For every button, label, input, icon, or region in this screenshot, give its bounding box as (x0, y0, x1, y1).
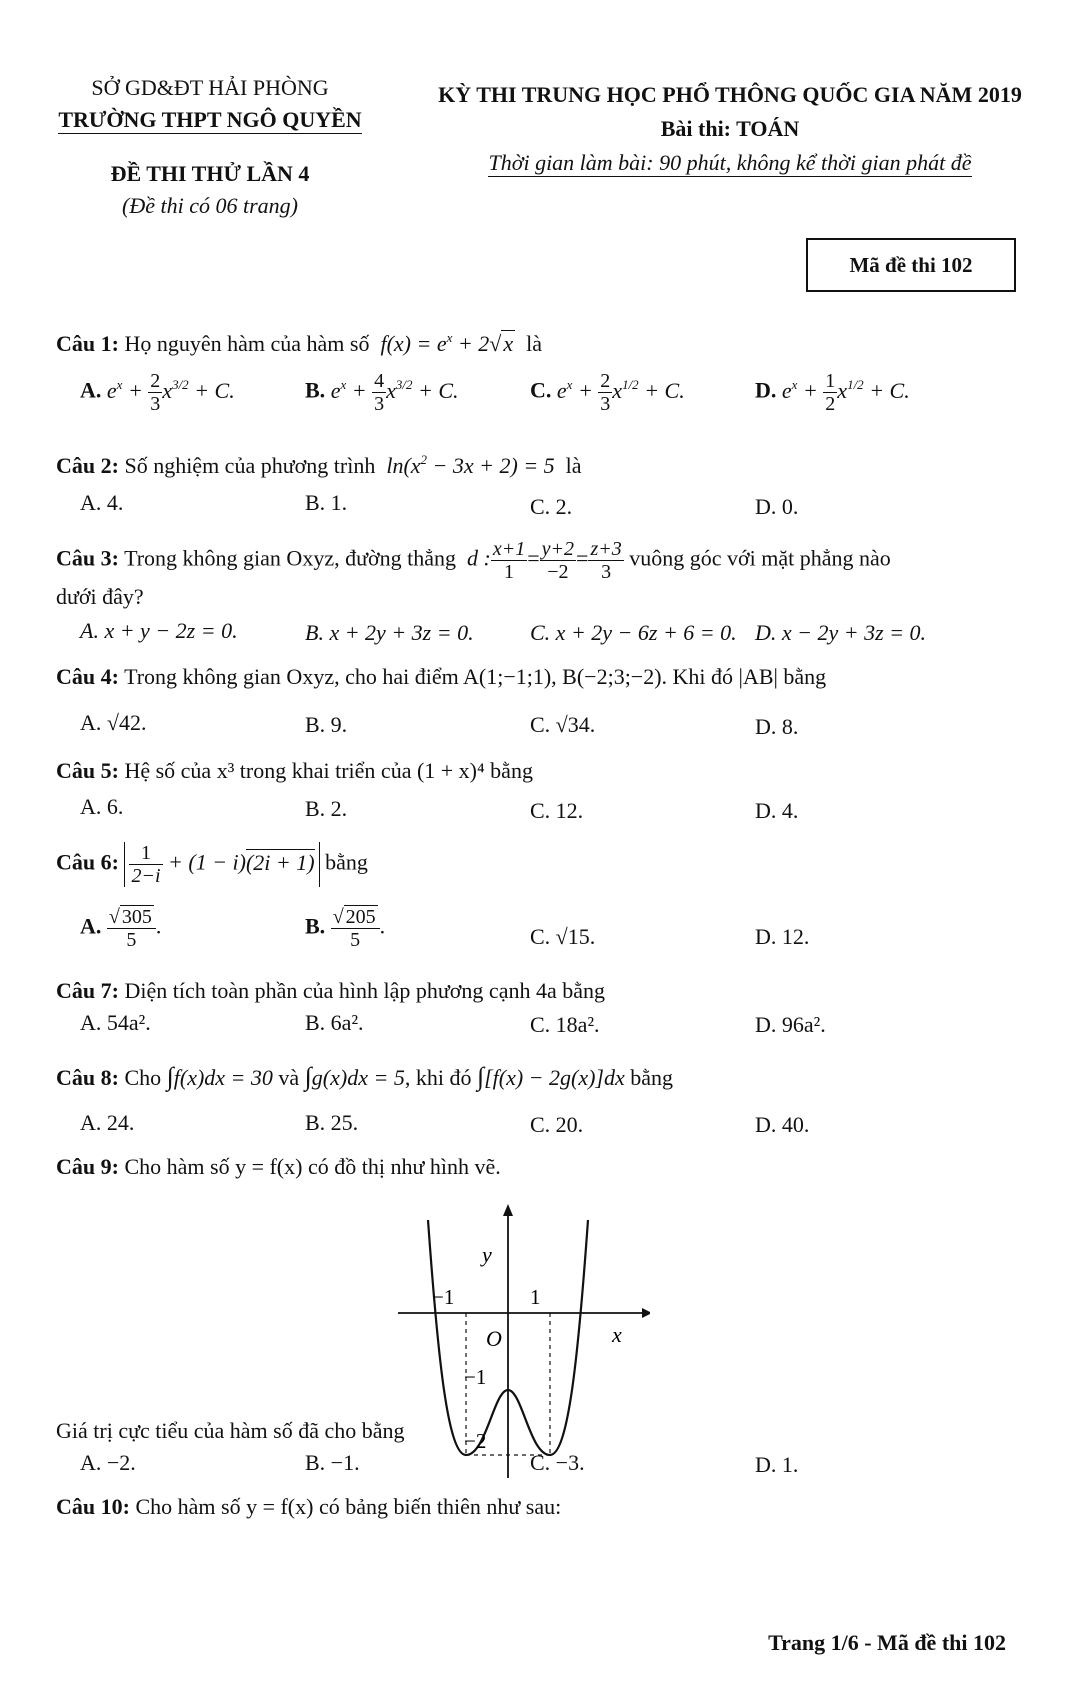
q2-option-d: D. 0. (755, 494, 799, 519)
q6-option-a: A. $\frac{√ 305}{5}$ . (80, 906, 162, 951)
y-label: y (482, 1242, 492, 1267)
q5-option-c: C. 12. (530, 798, 584, 823)
q3-option-d: D. x − 2y + 3z = 0. (755, 620, 927, 645)
q3-option-a: A. x + y − 2z = 0. (80, 618, 238, 643)
question-9: Câu 9: Cho hàm số y = f(x) có đồ thị như hình vẽ. (56, 1154, 501, 1179)
q1-text: Họ nguyên hàm của hàm số (124, 331, 370, 356)
question-6: Câu 6: $\frac{1}{2-i}$ + (1 − i)(2i + 1) bằng (56, 842, 368, 887)
q1-option-d: D. $e^x$ + $\frac{1}{2}$ $x^{1/2} + C$. (755, 370, 910, 415)
question-10: Câu 10: Cho hàm số y = f(x) có bảng biến thiên như sau: (56, 1494, 562, 1519)
q1-label: Câu 1: (56, 331, 119, 356)
q3-option-c: C. x + 2y − 6z + 6 = 0. (530, 620, 737, 645)
q1-option-a: A. $e^x$ + $\frac{2}{3}$ $x^{3/2} + C$. (80, 370, 235, 415)
time-note: Thời gian làm bài: 90 phút, không kể thời gian phát đề (488, 150, 972, 175)
pages-note: (Đề thi có 06 trang) (122, 193, 298, 218)
q9-after-text: Giá trị cực tiểu của hàm số đã cho bằng (56, 1418, 405, 1443)
origin-label: O (486, 1326, 502, 1351)
q7-option-d: D. 96a². (755, 1012, 826, 1037)
q2-option-c: C. 2. (530, 494, 573, 519)
question-1 (56, 330, 542, 357)
q4-option-d: D. 8. (755, 714, 799, 739)
question-7: Câu 7: Diện tích toàn phần của hình lập phương cạnh 4a bằng (56, 978, 605, 1003)
x-axis-arrow (642, 1308, 650, 1318)
q4-option-b: B. 9. (305, 712, 348, 737)
q1-option-b: B. $e^x$ + $\frac{4}{3}$ $x^{3/2} + C$. (305, 370, 459, 415)
q7-option-a: A. 54a². (80, 1010, 151, 1035)
q5-option-b: B. 2. (305, 796, 348, 821)
q9-option-d: D. 1. (755, 1452, 799, 1477)
q9-option-c: C. −3. (530, 1450, 585, 1475)
exam-type: ĐỀ THI THỬ LẦN 4 (110, 161, 310, 186)
page-footer: Trang 1/6 - Mã đề thi 102 (768, 1630, 1006, 1655)
q1-tail: là (526, 331, 542, 356)
department: SỞ GD&ĐT HẢI PHÒNG (91, 75, 329, 100)
question-8: Câu 8: Cho ∫f(x)dx = 30 và ∫g(x)dx = 5, khi đó ∫[f(x) − 2g(x)]dx bằng (56, 1062, 674, 1091)
q7-option-b: B. 6a². (305, 1010, 364, 1035)
header-left (40, 72, 380, 222)
q8-option-a: A. 24. (80, 1110, 135, 1135)
question-3: Câu 3: Trong không gian Oxyz, đường thẳng d : $\frac{x+1}{1}$ = $\frac{y+2}{-2}$ = $\frac{z+3}{3}$ vuông góc với mặt phẳng nào (56, 538, 891, 583)
exam-title: KỲ THI TRUNG HỌC PHỔ THÔNG QUỐC GIA NĂM 2019 (438, 82, 1022, 107)
school-name: TRƯỜNG THPT NGÔ QUYỀN (58, 107, 362, 132)
subject: Bài thi: TOÁN (660, 116, 800, 141)
q6-option-c: C. √15. (530, 924, 596, 949)
q8-option-d: D. 40. (755, 1112, 810, 1137)
q6-option-b: B. $\frac{√ 205}{5}$ . (305, 906, 386, 951)
tick-y-neg2: −2 (464, 1429, 487, 1453)
q7-option-c: C. 18a². (530, 1012, 600, 1037)
y-axis-arrow (503, 1204, 513, 1216)
exam-code-box: Mã đề thi 102 (806, 238, 1016, 292)
q8-option-b: B. 25. (305, 1110, 359, 1135)
q3-option-b: B. x + 2y + 3z = 0. (305, 620, 474, 645)
q1-option-c: C. $e^x$ + $\frac{2}{3}$ $x^{1/2} + C$. (530, 370, 685, 415)
q5-option-d: D. 4. (755, 798, 799, 823)
q5-option-a: A. 6. (80, 794, 124, 819)
q2-option-b: B. 1. (305, 490, 348, 515)
question-5: Câu 5: Hệ số của x³ trong khai triển của (1 + x)⁴ bằng (56, 758, 533, 783)
q6-option-d: D. 12. (755, 924, 810, 949)
function-graph (390, 1200, 650, 1480)
q8-option-c: C. 20. (530, 1112, 584, 1137)
q1-formula: $f(x) = e^x + 2√x$ (374, 330, 514, 356)
q9-option-b: B. −1. (305, 1450, 360, 1475)
tick-x-pos1: 1 (530, 1285, 541, 1309)
q4-option-a: A. √42. (80, 710, 147, 735)
header-right (410, 78, 1050, 180)
x-label: x (612, 1322, 622, 1347)
question-2: Câu 2: Số nghiệm của phương trình $\ln(x^2 - 3x + 2) = 5$ là (56, 452, 582, 478)
tick-y-neg1: −1 (464, 1365, 487, 1389)
q2-option-a: A. 4. (80, 490, 124, 515)
question-4: Câu 4: Trong không gian Oxyz, cho hai điểm A(1;−1;1), B(−2;3;−2). Khi đó |AB| bằng (56, 664, 827, 689)
tick-x-neg1: −1 (432, 1285, 455, 1309)
q9-option-a: A. −2. (80, 1450, 136, 1475)
q4-option-c: C. √34. (530, 712, 596, 737)
q3-line2: dưới đây? (56, 584, 144, 609)
